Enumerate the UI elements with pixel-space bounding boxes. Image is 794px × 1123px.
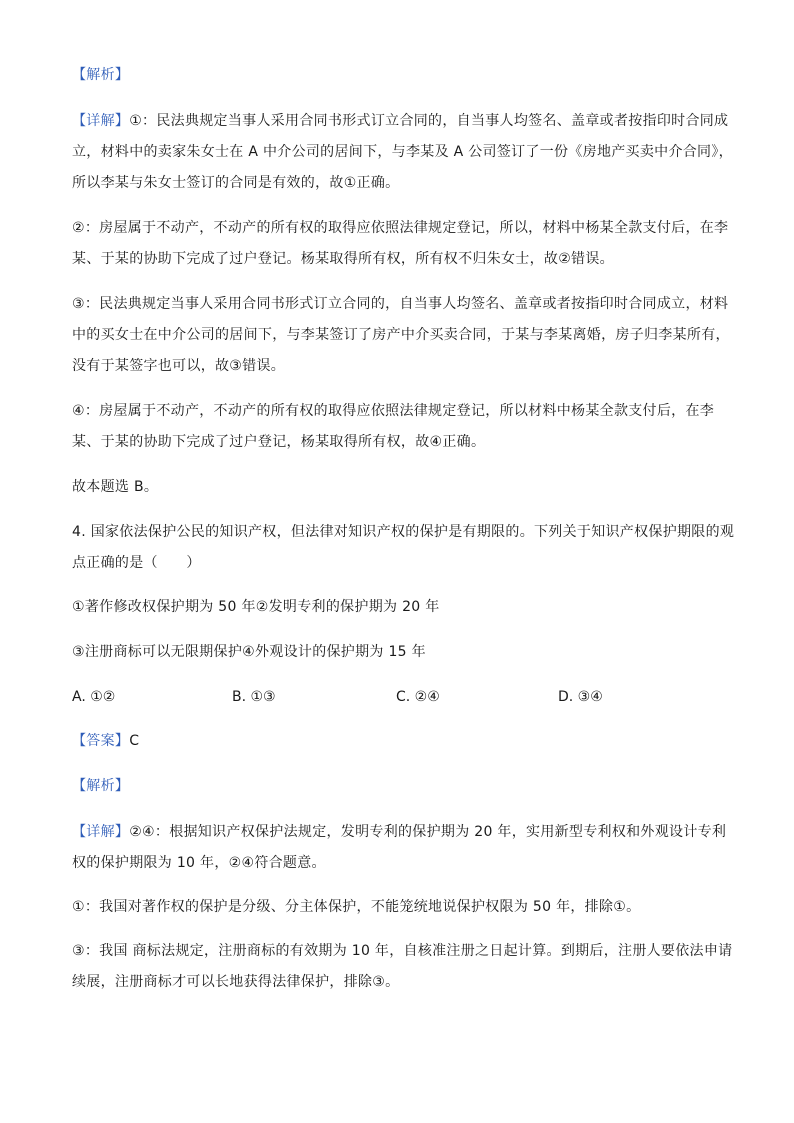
detail-paragraph-3-line-1: ③：民法典规定当事人采用合同书形式订立合同的，自当事人均签名、盖章或者按指印时合同成立，材料 [72, 296, 729, 312]
option-c: C. ②④ [396, 689, 440, 705]
answer-value: C [129, 733, 140, 749]
detail-text: ①：民法典规定当事人采用合同书形式订立合同的，自当事人均签名、盖章或者按指印时合同成 [129, 113, 729, 129]
option-d: D. ③④ [558, 689, 603, 705]
detail-paragraph-3-line-2: 中的买女士在中介公司的居间下，与李某签订了房产中介买卖合同，于某与李某离婚，房子归李某所有， [72, 327, 730, 343]
question-4-items-line-2: ③注册商标可以无限期保护④外观设计的保护期为 15 年 [72, 644, 426, 660]
q4-detail-1-line-1 [72, 817, 727, 848]
analysis-heading-q4: 【解析】 [72, 778, 130, 794]
q4-detail-3-line-2: 续展，注册商标才可以长地获得法律保护，排除③。 [72, 974, 400, 990]
q4-detail-2: ①：我国对著作权的保护是分级、分主体保护，不能笼统地说保护权限为 50 年，排除①。 [72, 899, 641, 915]
question-4-stem-line-2: 点正确的是（ ） [72, 555, 201, 571]
detail-paragraph-2-line-1: ②：房屋属于不动产，不动产的所有权的取得应依照法律规定登记，所以，材料中杨某全款支付后，在李 [72, 220, 729, 236]
detail-paragraph-4-line-1: ④：房屋属于不动产，不动产的所有权的取得应依照法律规定登记，所以材料中杨某全款支付后，在李 [72, 403, 715, 419]
answer-tag: 【答案】 [72, 733, 130, 749]
detail-paragraph-1-line-3: 所以李某与朱女士签订的合同是有效的，故①正确。 [72, 175, 400, 191]
detail-paragraph-1-line-1 [72, 106, 729, 137]
detail-tag-q4: 【详解】 [72, 824, 130, 840]
q4-detail-3-line-1: ③：我国 商标法规定，注册商标的有效期为 10 年，自核准注册之日起计算。到期后，注册人要依法申请 [72, 943, 733, 959]
detail-paragraph-4-line-2: 某、于某的协助下完成了过户登记，杨某取得所有权，故④正确。 [72, 434, 486, 450]
q4-detail-1-line-2: 权的保护期限为 10 年，②④符合题意。 [72, 855, 326, 871]
question-4-stem-line-1: 4. 国家依法保护公民的知识产权，但法律对知识产权的保护是有期限的。下列关于知识产权保护期限的观 [72, 524, 735, 540]
analysis-heading: 【解析】 [72, 67, 130, 83]
detail-paragraph-3-line-3: 没有于某签字也可以，故③错误。 [72, 358, 286, 374]
q4-detail-text: ②④：根据知识产权保护法规定，发明专利的保护期为 20 年，实用新型专利权和外观设计专利 [129, 824, 727, 840]
answer-line [72, 726, 722, 757]
detail-paragraph-2-line-2: 某、于某的协助下完成了过户登记。杨某取得所有权，所有权不归朱女士，故②错误。 [72, 251, 614, 267]
conclusion-text: 故本题选 B。 [72, 479, 159, 495]
question-4-items-line-1: ①著作修改权保护期为 50 年②发明专利的保护期为 20 年 [72, 599, 440, 615]
detail-tag: 【详解】 [72, 113, 130, 129]
option-a: A. ①② [72, 689, 116, 705]
detail-paragraph-1-line-2: 立，材料中的卖家朱女士在 A 中介公司的居间下，与李某及 A 公司签订了一份《房地产买卖中介合同》， [72, 144, 733, 160]
option-b: B. ①③ [232, 689, 276, 705]
